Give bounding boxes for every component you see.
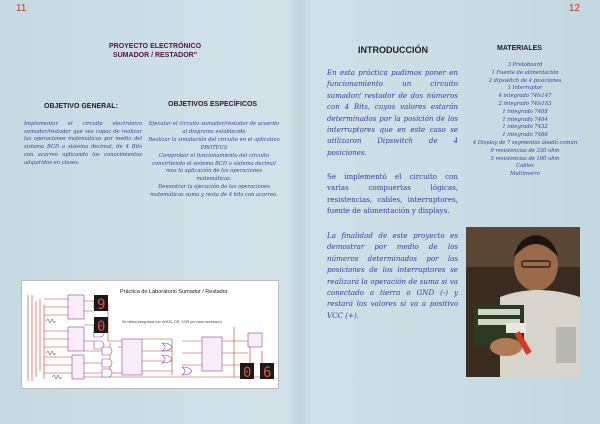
page-number-left: 11 — [16, 3, 27, 14]
material-item: Multímetro — [510, 171, 540, 178]
introduccion-paragraph: La finalidad de este proyecto es demostrar por medio de los números determinados por las posiciones de los interruptores se realizará la operación de suma si va conectado a tierra o GND (-) y restará los valores si va a positivo VCC (+). — [327, 231, 458, 320]
circuit-title: Práctica de Laboratorio Sumador / Restador — [120, 289, 228, 295]
and-gate — [102, 347, 112, 355]
objetivo-especifico-item: Demostrar la ejecución de las operaciones matemáticas suma y resta de 4 bits con acarreo. — [150, 184, 278, 199]
display-digit: 9 — [97, 297, 106, 313]
material-item: 4 integrado 74ls147 — [498, 93, 552, 100]
resistors — [46, 319, 62, 379]
project-title: PROYECTO ELECTRÓNICO SUMADOR / RESTADOR" — [108, 43, 202, 59]
objetivo-especifico-item: Realizar la simulación del circuito en el aplicativo PROTEUS — [148, 136, 280, 151]
material-item: 1 integrado 7432 — [502, 124, 548, 131]
material-item: Cables — [516, 163, 534, 170]
student-photo-drawing — [466, 227, 580, 377]
or-gate — [162, 343, 172, 351]
circuit-schematic — [21, 280, 279, 389]
page-number-right: 12 — [568, 3, 580, 14]
material-item: 1 Fuente de alimentación — [491, 69, 559, 76]
material-item: 1 integrado 7486 — [502, 132, 548, 139]
objetivos-especificos-heading: OBJETIVOS ESPECÍFICOS — [168, 101, 258, 108]
circuit-schematic-drawing — [22, 281, 278, 388]
chip — [72, 355, 84, 379]
material-item: 1 integrado 7408 — [502, 108, 548, 115]
introduccion-paragraph: Se implementó el circuito con varias compuertas lógicas, resistencias, cables, interruptores, fuente de alimentación y displays. — [327, 172, 458, 216]
material-item: 1 integrado 7404 — [502, 116, 548, 123]
materiales-heading: MATERIALES — [497, 45, 542, 52]
display-digit: 0 — [243, 365, 252, 381]
chip — [68, 327, 84, 351]
chip — [68, 295, 84, 319]
chip — [202, 337, 222, 371]
circuit-note: Se utiliza integrados con ANDS, OR, XOR (en caso necesario) — [122, 320, 222, 324]
material-item: 5 resistencias de 100 ohm — [490, 155, 560, 162]
objetivo-general-heading: OBJETIVO GENERAL: — [44, 103, 118, 110]
materiales-list — [470, 62, 580, 179]
objetivos-especificos-list — [148, 121, 280, 200]
material-item: 2 integrado 74ls183 — [498, 100, 552, 107]
chip — [122, 339, 142, 375]
display-digit: 6 — [263, 365, 272, 381]
and-gate — [102, 369, 112, 377]
material-item: 9 resistencias de 330 ohm — [490, 147, 560, 154]
circuit-wires — [28, 295, 262, 381]
material-item: 3 Protoboard — [507, 62, 543, 68]
objetivo-especifico-item: Ejecutar el circuito sumador/restador de acuerdo al diagrama establecido — [148, 121, 280, 135]
or-gate — [182, 367, 192, 375]
objetivo-especifico-item: Comprobar el funcionamiento del circuito convirtiendo el sistema BCD a sistema decimal más la aplicación de las operaciones matemáticas. — [152, 152, 276, 183]
material-item: 1 Interruptor — [507, 85, 543, 92]
introduccion-heading: INTRODUCCIÓN — [358, 45, 428, 55]
introduccion-paragraph: En esta práctica pudimos poner en funcionamiento un circuito sumador/ restador de dos números con 4 Bits, cuyos valores estarán determinados por la posición de los interruptores que en este caso se utilizaron Dipswitch de 4 posiciones. — [327, 68, 458, 157]
student-photo — [466, 227, 580, 377]
display-digit: 0 — [97, 319, 106, 335]
and-gate — [102, 359, 112, 367]
material-item: 2 dipswitch de 4 posiciones — [488, 77, 562, 84]
material-item: 4 Display de 7 segmentos ánodo común — [472, 139, 578, 146]
or-gate — [162, 355, 172, 363]
objetivo-general-text: Implementar el circuito electrónico sumador/restador que sea capaz de realizar las operaciones matemáticas por medio del sistema BCD a sistema decimal, de 4 Bits con acarreo aplicando los conocimientos adquiridos en clases. — [24, 121, 142, 166]
chip — [248, 333, 262, 347]
logic-gates — [94, 329, 192, 377]
